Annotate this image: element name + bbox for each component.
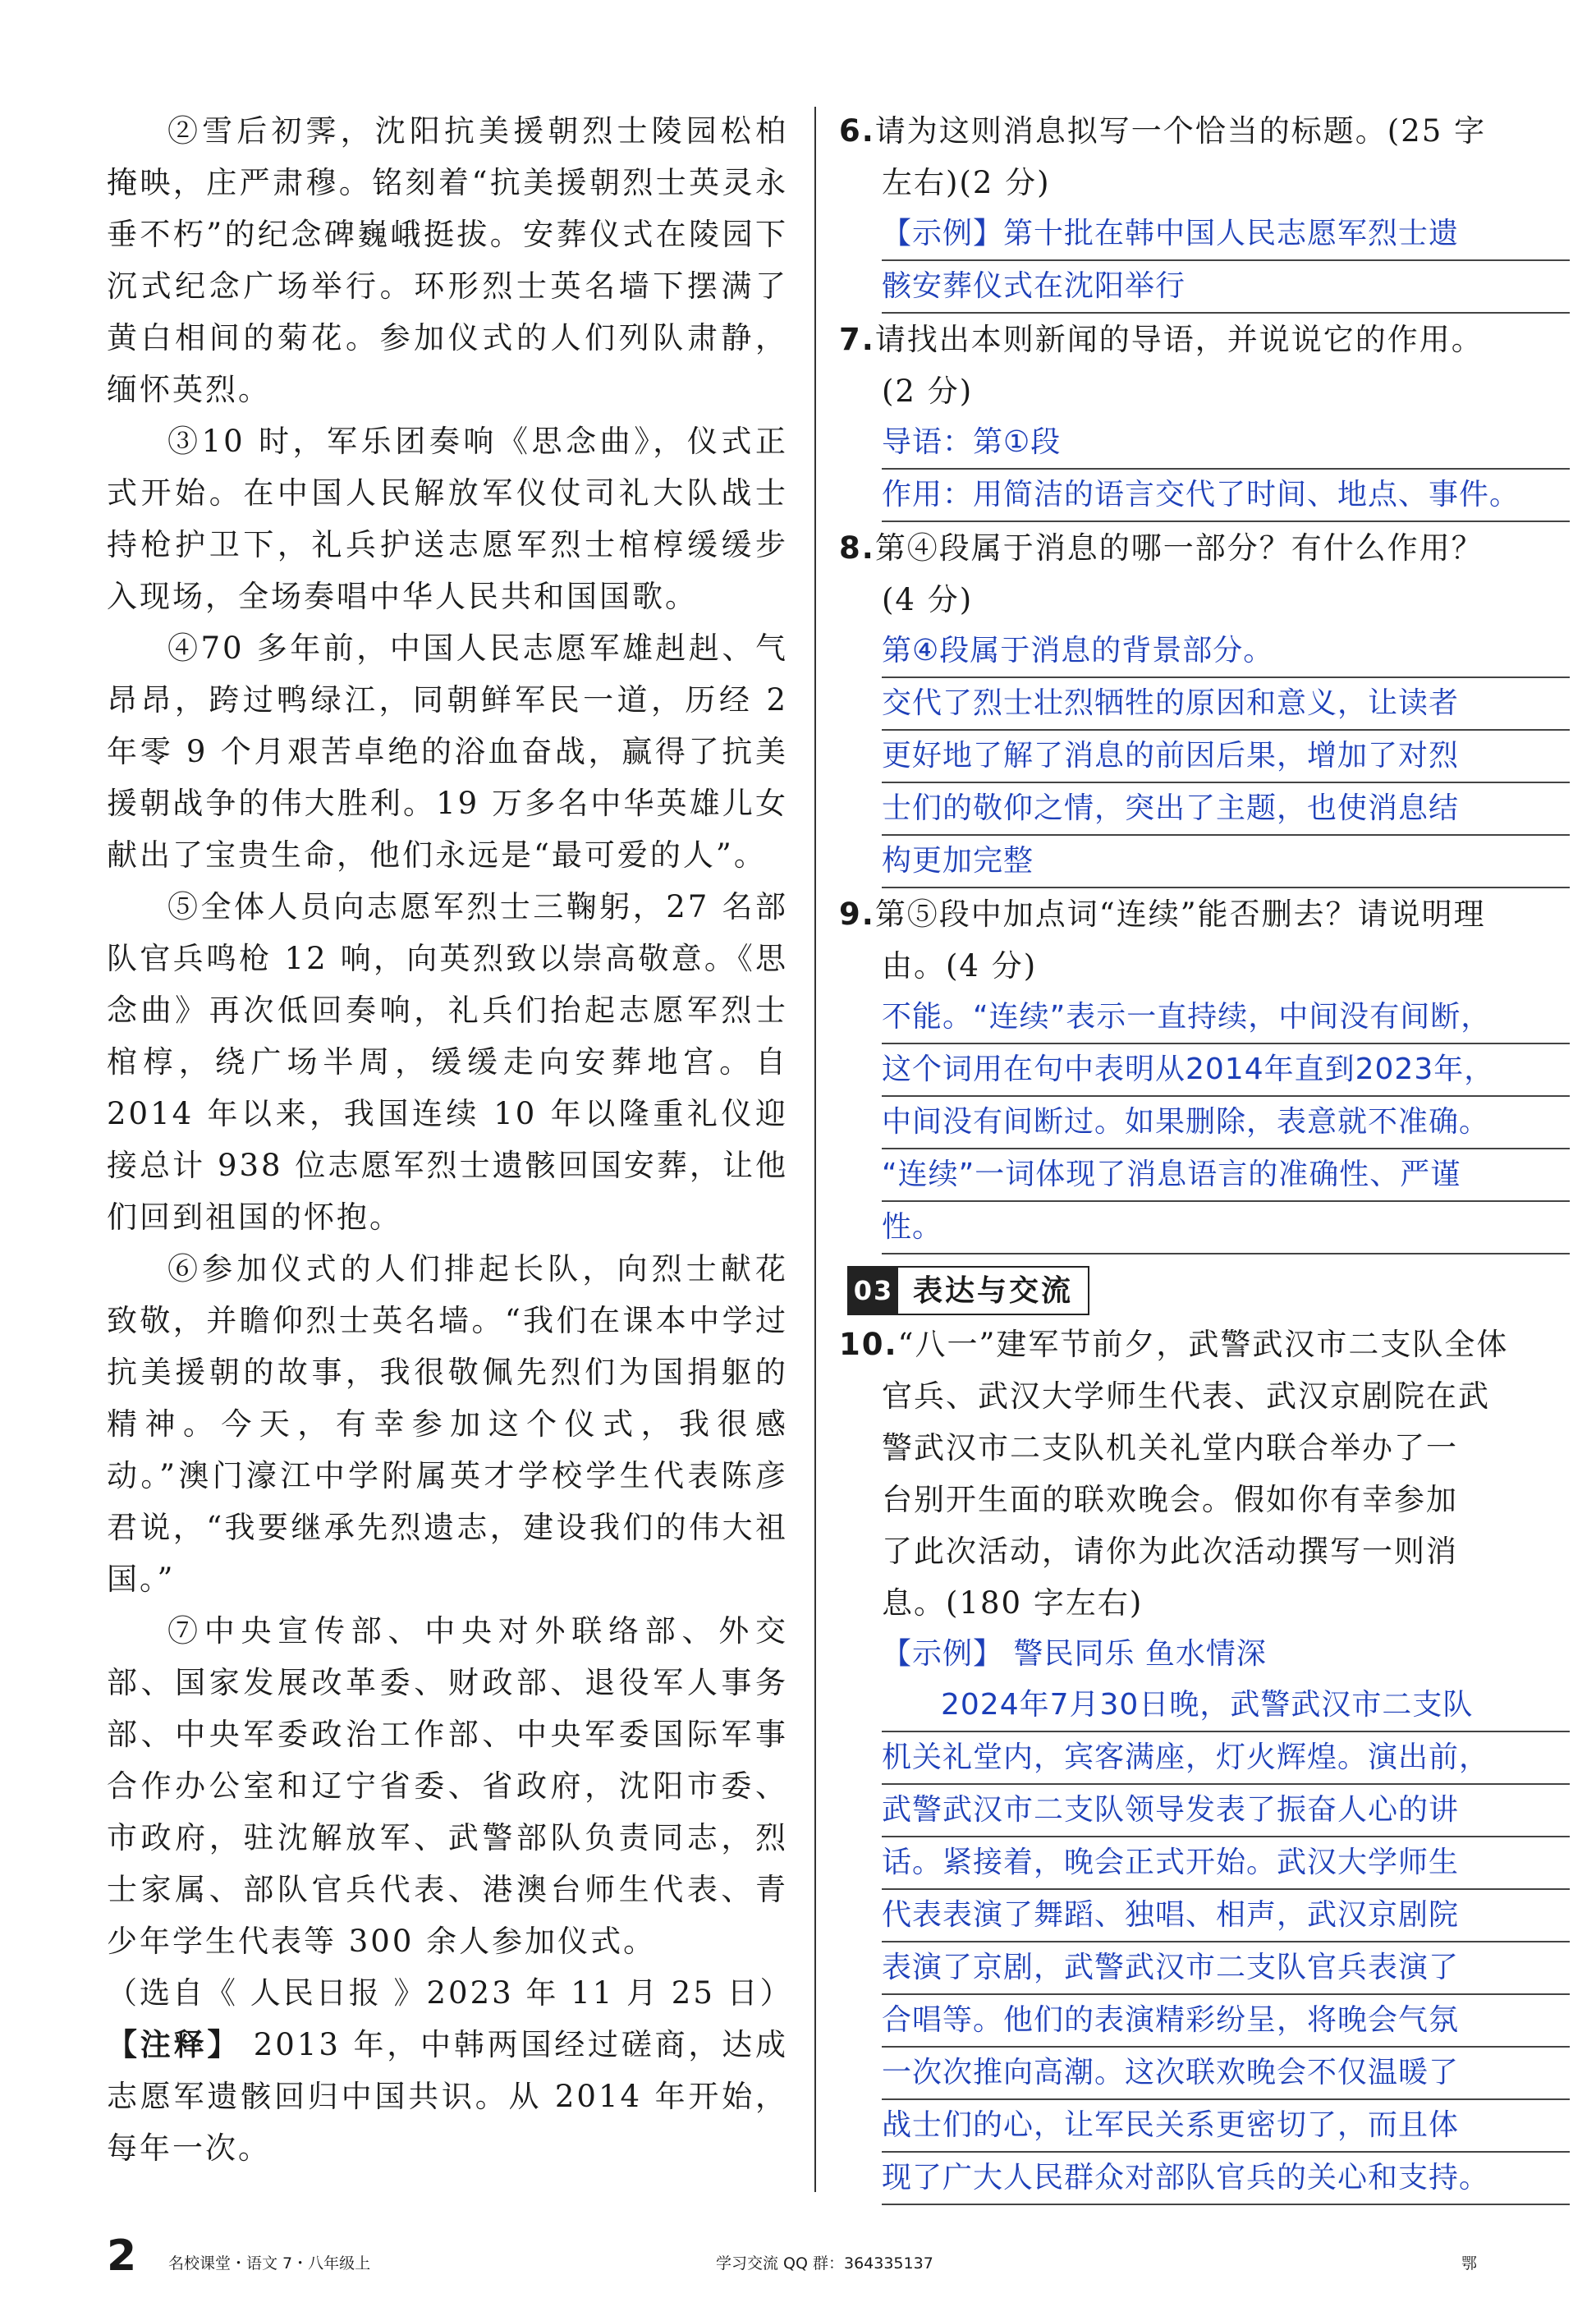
column-divider xyxy=(814,107,816,2192)
question-8 xyxy=(839,522,1570,574)
answer-line: 这个词用在句中表明从2014年直到2023年， xyxy=(882,1044,1570,1097)
paragraph-2: ②雪后初霁，沈阳抗美援朝烈士陵园松柏掩映，庄严肃穆。铭刻着“抗美援朝烈士英灵永垂不朽”的纪念碑巍峨挺拔。安葬仪式在陵园下沉式纪念广场举行。环形烈士英名墙下摆满了黄白相间的菊花。参加仪式的人们列队肃静，缅怀英烈。 xyxy=(107,113,788,407)
source-citation: （选自《 人民日报 》2023 年 11 月 25 日） xyxy=(107,1975,793,2011)
paragraph-3: ③10 时，军乐团奏响《思念曲》，仪式正式开始。在中国人民解放军仪仗司礼大队战士持枪护卫下，礼兵护送志愿军烈士棺椁缓缓步入现场，全场奏唱中华人民共和国国歌。 xyxy=(107,424,788,614)
paragraph-4: ④70 多年前，中国人民志愿军雄赳赳、气昂昂，跨过鸭绿江，同朝鲜军民一道，历经 2 年零 9 个月艰苦卓绝的浴血奋战，赢得了抗美援朝战争的伟大胜利。19 万多名中华英雄儿女献出了宝贵生命，他们永远是“最可爱的人”。 xyxy=(107,631,788,873)
question-9-cont: 由。(4 分) xyxy=(882,948,1038,984)
question-7 xyxy=(839,314,1570,365)
answer-line: 合唱等。他们的表演精彩纷呈，将晚会气氛 xyxy=(882,1995,1570,2048)
question-number: 6. xyxy=(839,113,875,149)
question-10-line: 台别开生面的联欢晚会。假如你有幸参加 xyxy=(882,1482,1458,1517)
answer-line: 更好地了解了消息的前因后果，增加了对烈 xyxy=(882,731,1570,783)
answer-9 xyxy=(882,992,1570,1254)
region-mark: 鄂 xyxy=(1461,2254,1478,2273)
answer-line: 代表表演了舞蹈、独唱、相声，武汉京剧院 xyxy=(882,1890,1570,1942)
answer-line: 机关礼堂内，宾客满座，灯火辉煌。演出前， xyxy=(882,1732,1570,1785)
answer-line: 2024年7月30日晚，武警武汉市二支队 xyxy=(882,1680,1570,1732)
answer-line: 构更加完整 xyxy=(882,836,1570,888)
answer-line: 武警武汉市二支队领导发表了振奋人心的讲 xyxy=(882,1785,1570,1837)
question-10-line: 警武汉市二支队机关礼堂内联合举办了一 xyxy=(882,1430,1458,1465)
answer-10 xyxy=(882,1629,1570,2205)
question-10-line: 息。(180 字左右) xyxy=(882,1585,1144,1621)
paragraph-7: ⑦中央宣传部、中央对外联络部、外交部、国家发展改革委、财政部、退役军人事务部、中央军委政治工作部、中央军委国际军事合作办公室和辽宁省委、省政府，沈阳市委、市政府，驻沈解放军、武警部队负责同志，烈士家属、部队官兵代表、港澳台师生代表、青少年学生代表等 300 余人参加仪式。 xyxy=(107,1613,788,1959)
answer-line: 不能。“连续”表示一直持续，中间没有间断， xyxy=(882,992,1570,1044)
answer-line: 骸安葬仪式在沈阳举行 xyxy=(882,261,1570,314)
answer-6 xyxy=(882,209,1570,314)
question-text: 请找出本则新闻的导语，并说说它的作用。 xyxy=(874,322,1484,357)
question-number: 7. xyxy=(839,322,875,357)
answer-8 xyxy=(882,626,1570,888)
answer-line: 性。 xyxy=(882,1202,1570,1254)
annotation-text: 2013 年，中韩两国经过磋商，达成志愿军遗骸回归中国共识。从 2014 年开始，每年一次。 xyxy=(107,2027,789,2166)
annotation-label: 【注释】 xyxy=(107,2026,241,2062)
questions-column xyxy=(839,105,1570,2205)
answer-line: 导语：第①段 xyxy=(882,417,1570,470)
answer-line: 士们的敬仰之情，突出了主题，也使消息结 xyxy=(882,783,1570,836)
book-title: 名校课堂・语文 7・八年级上 xyxy=(168,2254,371,2273)
qq-group: 学习交流 QQ 群：364335137 xyxy=(716,2254,933,2273)
question-7-cont: (2 分) xyxy=(882,374,974,409)
question-10-line: 了此次活动，请你为此次活动撰写一则消 xyxy=(882,1534,1458,1569)
answer-line: 战士们的心，让军民关系更密切了，而且体 xyxy=(882,2100,1570,2153)
section-badge: 03 xyxy=(849,1268,898,1314)
question-6 xyxy=(839,105,1570,157)
paragraph-5: ⑤全体人员向志愿军烈士三鞠躬，27 名部队官兵鸣枪 12 响，向英烈致以崇高敬意。《思念曲》再次低回奏响，礼兵们抬起志愿军烈士棺椁，绕广场半周，缓缓走向安葬地宫。自 2014 年以来，我国连续 10 年以隆重礼仪迎接总计 938 位志愿军烈士遗骸回国安葬，让他们回到祖国的怀抱。 xyxy=(107,889,788,1235)
question-8-cont: (4 分) xyxy=(882,582,974,617)
question-10 xyxy=(839,1319,1570,1370)
paragraph-6: ⑥参加仪式的人们排起长队，向烈士献花致敬，并瞻仰烈士英名墙。“我们在课本中学过抗美援朝的故事，我很敬佩先烈们为国捐躯的精神。今天，有幸参加这个仪式，我很感动。”澳门濠江中学附属英才学校学生代表陈彦君说，“我要继承先烈遗志，建设我们的伟大祖国。” xyxy=(107,1251,788,1597)
answer-line: 作用：用简洁的语言交代了时间、地点、事件。 xyxy=(882,470,1570,522)
answer-line: 交代了烈士壮烈牺牲的原因和意义，让读者 xyxy=(882,678,1570,731)
question-text: “八一”建军节前夕，武警武汉市二支队全体 xyxy=(897,1327,1509,1362)
question-number: 10. xyxy=(839,1327,898,1362)
section-header xyxy=(847,1266,1089,1315)
article-column xyxy=(107,105,793,2174)
question-6-cont: 左右)(2 分) xyxy=(882,165,1051,200)
section-title: 表达与交流 xyxy=(913,1273,1074,1308)
question-number: 8. xyxy=(839,530,875,566)
annotation xyxy=(107,2019,788,2174)
question-text: 第④段属于消息的哪一部分？有什么作用？ xyxy=(874,530,1484,566)
answer-line: 中间没有间断过。如果删除，表意就不准确。 xyxy=(882,1097,1570,1149)
question-10-line: 官兵、武汉大学师生代表、武汉京剧院在武 xyxy=(882,1378,1490,1414)
question-number: 9. xyxy=(839,897,875,932)
answer-line: 第④段属于消息的背景部分。 xyxy=(882,626,1570,678)
question-9 xyxy=(839,888,1570,940)
answer-line: 一次次推向高潮。这次联欢晚会不仅温暖了 xyxy=(882,2048,1570,2100)
answer-line: 现了广大人民群众对部队官兵的关心和支持。 xyxy=(882,2153,1570,2205)
answer-line: 【示例】第十批在韩中国人民志愿军烈士遗 xyxy=(882,209,1570,261)
answer-line: 表演了京剧，武警武汉市二支队官兵表演了 xyxy=(882,1942,1570,1995)
answer-line: 话。紧接着，晚会正式开始。武汉大学师生 xyxy=(882,1837,1570,1890)
page-number: 2 xyxy=(107,2231,137,2281)
answer-7 xyxy=(882,417,1570,522)
answer-title: 【示例】 警民同乐 鱼水情深 xyxy=(882,1637,1267,1671)
question-text: 第⑤段中加点词“连续”能否删去？请说明理 xyxy=(874,897,1486,932)
answer-line: “连续”一词体现了消息语言的准确性、严谨 xyxy=(882,1149,1570,1202)
question-text: 请为这则消息拟写一个恰当的标题。(25 字 xyxy=(874,113,1487,149)
